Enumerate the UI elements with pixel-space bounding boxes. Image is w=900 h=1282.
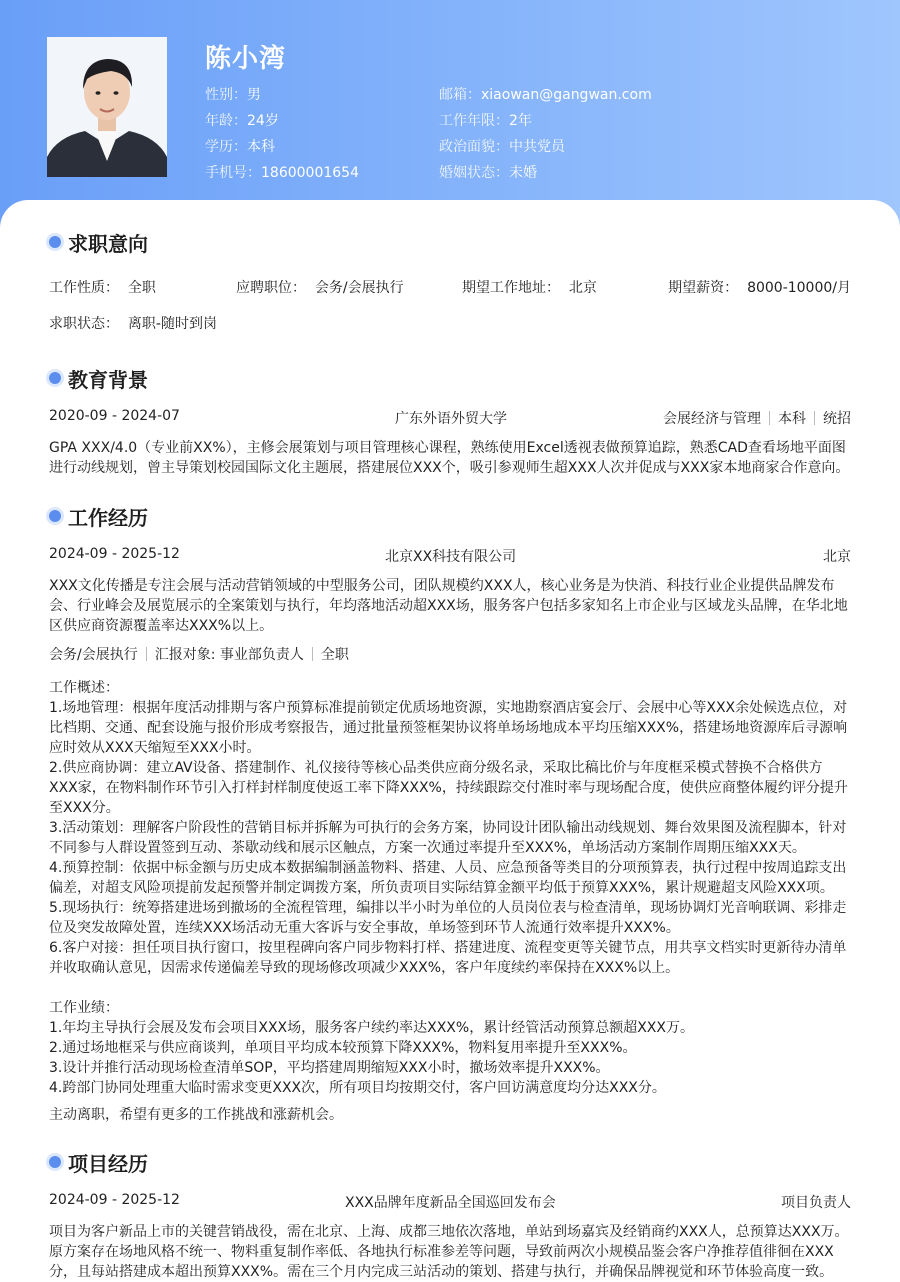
email-info: 邮箱：xiaowan@gangwan.com: [439, 87, 652, 103]
project-period: 2024-09 - 2025-12: [49, 1192, 180, 1208]
project-role: 项目负责人: [781, 1195, 851, 1211]
age-info: 年龄：24岁: [205, 113, 279, 129]
education-info: 学历：本科: [205, 139, 275, 155]
duty-item: 3.活动策划：理解客户阶段性的营销目标并拆解为可执行的会务方案，协同设计团队输出动线规划、舞台效果图及流程脚本，针对不同参与人群设置签到互动、茶歇动线和展示区触点，方案一次通过率提升至XXX%，单场活动方案制作周期压缩XXX天。: [49, 820, 847, 856]
duty-item: 5.现场执行：统筹搭建进场到撤场的全流程管理，编排以半小时为单位的人员岗位表与检查清单，现场协调灯光音响联调、彩排走位及突发故障处置，连续XXX场活动无重大客诉与安全事故，单场签到环节人流通行效率提升XXX%。: [49, 900, 847, 936]
marital-info: 婚姻状态：未婚: [439, 165, 537, 181]
spacer: [49, 1098, 851, 1105]
achievement-item: 4.跨部门协同处理重大临时需求变更XXX次，所有项目均按期交付，客户回访满意度均分达XXX分。: [49, 1080, 666, 1096]
divider: [312, 647, 313, 661]
project-description: 项目为客户新品上市的关键营销战役，需在北京、上海、成都三地依次落地，单站到场嘉宾及经销商约XXX人，总预算达XXX万。原方案存在场地风格不统一、物料重复制作率低、各地执行标准参差等问题，导致前两次小规模品鉴会客户净推荐值徘徊在XXX分，且每站搭建成本超出预算XXX%。需在三个月内完成三站活动的策划、搭建与执行，并确保品牌视觉和环节体验高度一致。: [49, 1224, 849, 1280]
achievement-item: 2.通过场地框采与供应商谈判，单项目平均成本较预算下降XXX%，物料复用率提升至XXX%。: [49, 1040, 637, 1056]
divider: [769, 411, 770, 425]
section-bullet-icon: [49, 510, 61, 522]
location-field: 期望工作地址： 北京: [462, 280, 597, 296]
work-role-meta: 会务/会展执行 汇报对象: 事业部负责人 全职: [49, 647, 349, 663]
school-name: 广东外语外贸大学: [395, 411, 507, 427]
section-bullet-icon: [49, 372, 61, 384]
section-bullet-icon: [49, 236, 61, 248]
divider: [814, 411, 815, 425]
section-bullet-icon: [49, 1156, 61, 1168]
education-description: GPA XXX/4.0（专业前XX%），主修会展策划与项目管理核心课程，熟练使用Excel透视表做预算追踪，熟悉CAD查看场地平面图进行动线规划，曾主导策划校园国际文化主题展，搭建展位XXX个，吸引参观师生超XXX人次并促成与XXX家本地商家合作意向。: [49, 440, 850, 476]
achievement-item: 3.设计并推行活动现场检查清单SOP，平均搭建周期缩短XXX小时，撤场效率提升XXX%。: [49, 1060, 610, 1076]
duty-item: 2.供应商协调：建立AV设备、搭建制作、礼仪接待等核心品类供应商分级名录，采取比稿比价与年度框采模式替换不合格供方XXX家，在物料制作环节引入打样封样制度使返工率下降XXX%，持续跟踪交付准时率与现场配合度，使供应商整体履约评分提升至XXX分。: [49, 760, 848, 816]
education-period: 2020-09 - 2024-07: [49, 408, 180, 424]
section-title-project: 项目经历: [49, 1147, 148, 1177]
company-intro: XXX文化传播是专注会展与活动营销领域的中型服务公司，团队规模约XXX人，核心业务是为快消、科技行业企业提供品牌发布会、行业峰会及展览展示的全案策划与执行，年均落地活动超XXX场，服务客户包括多家知名上市企业与区域龙头品牌，在华北地区供应商资源覆盖率达XXX%以上。: [49, 578, 848, 634]
portrait-image: [47, 37, 167, 177]
salary-field: 期望薪资： 8000-10000/月: [668, 280, 851, 296]
section-title-work: 工作经历: [49, 501, 148, 531]
work-period: 2024-09 - 2025-12: [49, 546, 180, 562]
work-years-info: 工作年限：2年: [439, 113, 532, 129]
overview-label: 工作概述：: [49, 680, 119, 696]
profile-photo: [47, 37, 167, 177]
job-type-field: 工作性质： 全职: [49, 280, 156, 296]
work-details: [49, 678, 851, 1125]
company-name: 北京XX科技有限公司: [385, 549, 517, 565]
phone-info: 手机号：18600001654: [205, 165, 359, 181]
section-title-education: 教育背景: [49, 363, 148, 393]
politics-info: 政治面貌：中共党员: [439, 139, 565, 155]
duty-item: 6.客户对接：担任项目执行窗口，按里程碑向客户同步物料打样、搭建进度、流程变更等关键节点，用共享文档实时更新待办清单并收取确认意见，因需求传递偏差导致的现场修改项减少XXX%，客户年度续约率保持在XXX%以上。: [49, 940, 847, 976]
divider: [146, 647, 147, 661]
duty-item: 1.场地管理：根据年度活动排期与客户预算标准提前锁定优质场地资源，实地勘察酒店宴会厅、会展中心等XXX余处候选点位，对比档期、交通、配套设施与报价形成考察报告，通过批量预签框架协议将单场场地成本平均压缩XXX%，搭建场地资源库后寻源响应时效从XXX天缩短至XXX小时。: [49, 700, 848, 756]
section-title-intent: 求职意向: [49, 227, 148, 257]
candidate-name: 陈小湾: [205, 44, 287, 74]
project-name: XXX品牌年度新品全国巡回发布会: [345, 1195, 556, 1211]
spacer: [49, 978, 851, 998]
gender-info: 性别：男: [205, 87, 261, 103]
achievement-item: 1.年均主导执行会展及发布会项目XXX场，服务客户续约率达XXX%，累计经管活动预算总额超XXX万。: [49, 1020, 694, 1036]
job-status-field: 求职状态： 离职-随时到岗: [49, 316, 217, 332]
duty-item: 4.预算控制：依据中标金额与历史成本数据编制涵盖物料、搭建、人员、应急预备等类目的分项预算表，执行过程中按周追踪支出偏差，对超支风险项提前发起预警并制定调拨方案，所负责项目实际结算金额平均低于预算XXX%，累计规避超支风险XXX项。: [49, 860, 847, 896]
position-field: 应聘职位： 会务/会展执行: [236, 280, 404, 296]
work-city: 北京: [823, 549, 851, 565]
leave-reason: 主动离职，希望有更多的工作挑战和涨薪机会。: [49, 1107, 343, 1123]
education-meta: 会展经济与管理 本科 统招: [663, 411, 851, 427]
achievements-label: 工作业绩：: [49, 1000, 119, 1016]
